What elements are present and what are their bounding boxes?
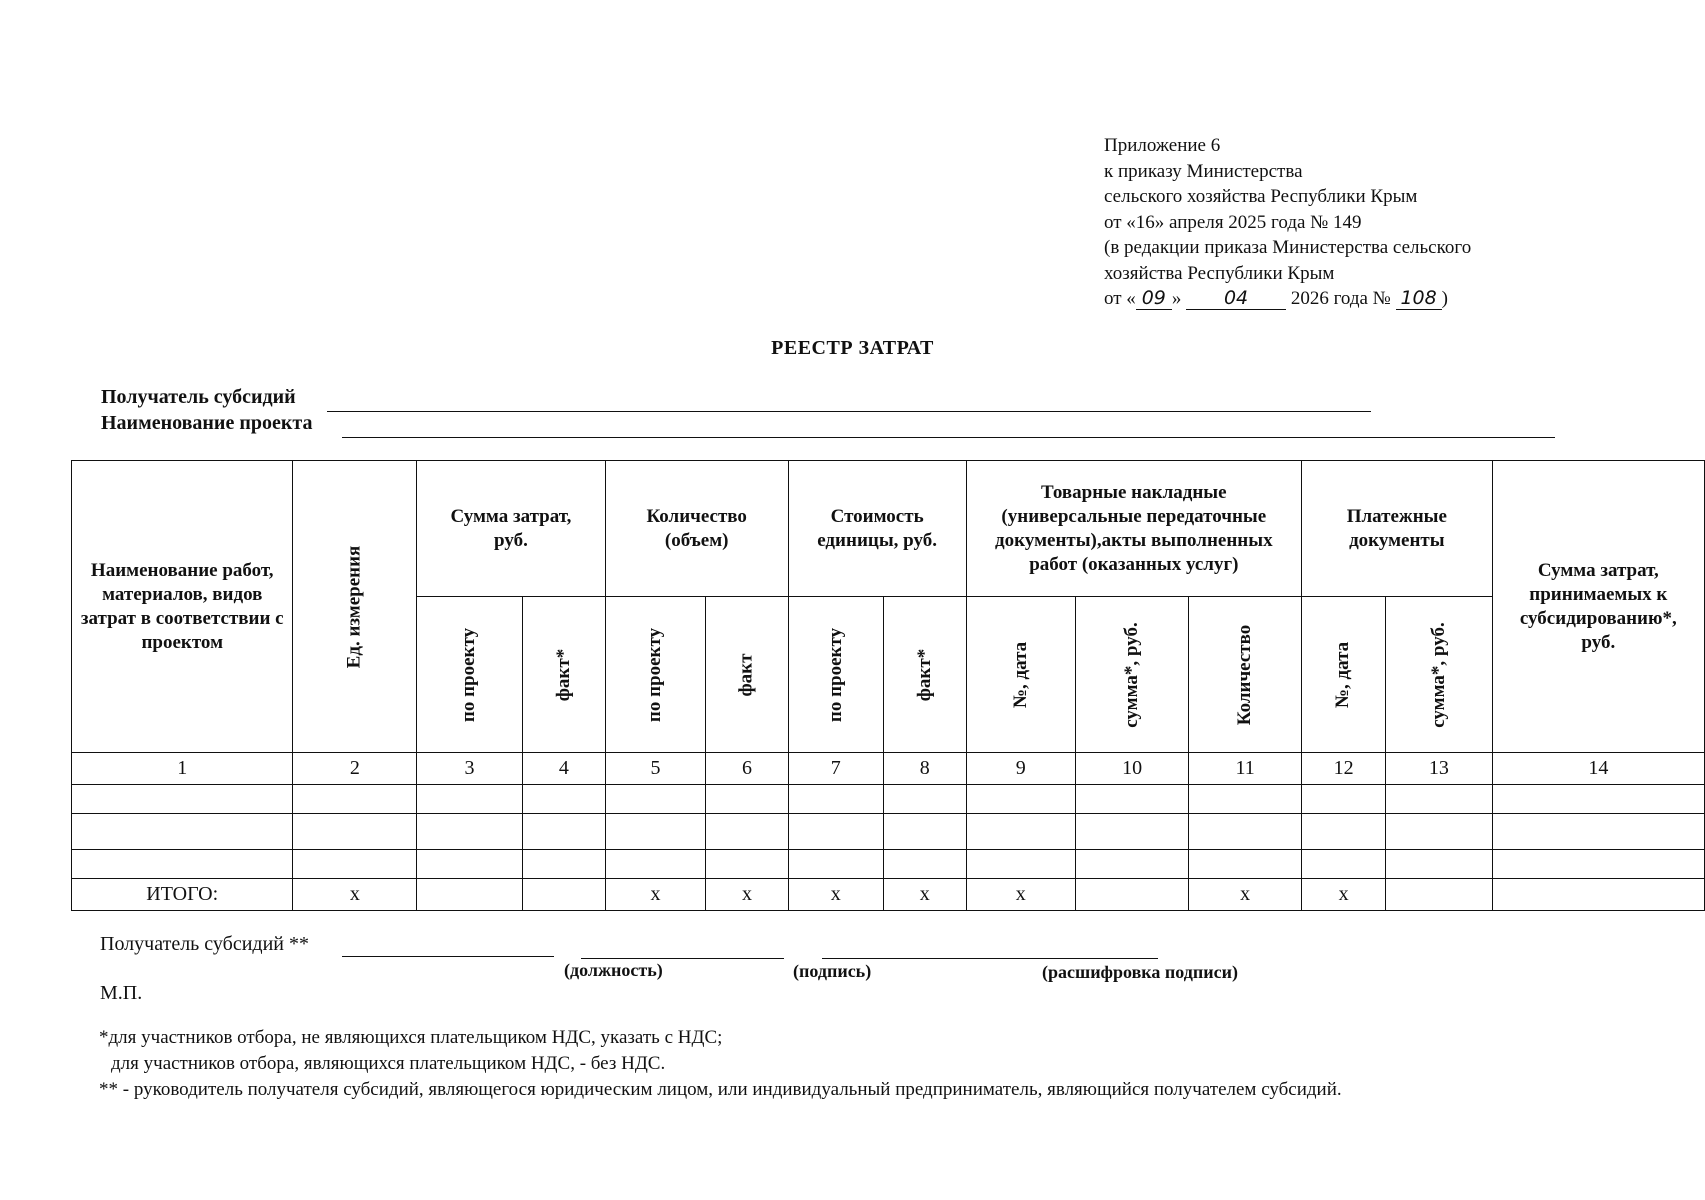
table-cell[interactable] <box>417 785 523 814</box>
table-cell[interactable] <box>966 850 1075 879</box>
signature-caption: (подпись) <box>793 961 872 981</box>
total-row <box>72 879 1705 911</box>
table-cell[interactable] <box>605 850 706 879</box>
appendix-line: Приложение 6 <box>1104 135 1221 156</box>
recipient-fill-line <box>327 411 1371 412</box>
header-quantity: Количество (объем) <box>605 461 788 597</box>
position-caption: (должность) <box>564 960 663 980</box>
table-cell[interactable] <box>72 850 293 879</box>
column-number-row <box>72 753 1705 785</box>
appendix-line: хозяйства Республики Крым <box>1104 262 1335 284</box>
stamp-label: М.П. <box>100 982 143 1004</box>
handwritten-number: 108 <box>1396 288 1442 310</box>
table-cell[interactable] <box>293 850 417 879</box>
col-number: 11 <box>1189 753 1302 785</box>
table-cell[interactable] <box>1492 850 1704 879</box>
project-fill-line <box>342 437 1555 438</box>
table-cell[interactable] <box>966 785 1075 814</box>
position-line <box>581 958 784 959</box>
table-cell[interactable] <box>522 785 605 814</box>
subheader-cell: №, дата <box>966 597 1075 753</box>
footnote: *для участников отбора, не являющихся плательщиком НДС, указать с НДС; <box>99 1027 723 1048</box>
table-cell[interactable] <box>788 785 883 814</box>
subheader-cell: факт* <box>883 597 966 753</box>
total-cell[interactable] <box>1076 879 1189 911</box>
appendix-line: к приказу Министерства <box>1104 160 1303 182</box>
signature-line <box>342 956 554 957</box>
table-cell[interactable] <box>1302 814 1386 850</box>
table-cell[interactable] <box>966 814 1075 850</box>
total-cell: х <box>1189 879 1302 911</box>
total-label: ИТОГО: <box>72 879 293 911</box>
header-payments: Платежные документы <box>1302 461 1493 597</box>
handwritten-day: 09 <box>1136 288 1172 310</box>
decoding-line <box>822 958 1158 959</box>
total-cell[interactable] <box>417 879 523 911</box>
table-cell[interactable] <box>417 850 523 879</box>
table-cell[interactable] <box>788 814 883 850</box>
col-number: 13 <box>1386 753 1493 785</box>
table-cell[interactable] <box>522 850 605 879</box>
header-name: Наименование работ, материалов, видов затрат в соответствии с проектом <box>72 461 293 753</box>
amendment-date-line: от « 09 » 04 2026 года № 108 ) <box>1104 287 1448 309</box>
table-cell[interactable] <box>293 814 417 850</box>
subheader-cell: по проекту <box>605 597 706 753</box>
table-cell[interactable] <box>1076 850 1189 879</box>
table-cell[interactable] <box>1189 785 1302 814</box>
header-unit: Ед. измерения <box>293 461 417 753</box>
table-cell[interactable] <box>883 814 966 850</box>
subheader-cell: сумма*, руб. <box>1386 597 1493 753</box>
col-number: 8 <box>883 753 966 785</box>
appendix-line: (в редакции приказа Министерства сельского <box>1104 237 1472 258</box>
document-title: РЕЕСТР ЗАТРАТ <box>771 337 934 359</box>
table-cell[interactable] <box>1302 785 1386 814</box>
table-cell[interactable] <box>293 785 417 814</box>
col-number: 2 <box>293 753 417 785</box>
col-number: 6 <box>706 753 788 785</box>
table-row <box>72 785 1705 814</box>
subheader-cell: факт <box>706 597 788 753</box>
table-cell[interactable] <box>72 785 293 814</box>
header-invoices: Товарные накладные (универсальные передаточные документы),акты выполненных работ (оказанных услуг) <box>966 461 1301 597</box>
table-cell[interactable] <box>706 814 788 850</box>
table-cell[interactable] <box>1076 785 1189 814</box>
table-cell[interactable] <box>1189 850 1302 879</box>
total-cell: х <box>1302 879 1386 911</box>
appendix-line: сельского хозяйства Республики Крым <box>1104 186 1418 207</box>
appendix-line: от «16» апреля 2025 года № 149 <box>1104 211 1362 233</box>
col-number: 14 <box>1492 753 1704 785</box>
table-cell[interactable] <box>522 814 605 850</box>
total-cell: х <box>966 879 1075 911</box>
project-label: Наименование проекта <box>101 412 313 434</box>
table-cell[interactable] <box>1492 814 1704 850</box>
header-cost-sum: Сумма затрат, руб. <box>417 461 606 597</box>
col-number: 4 <box>522 753 605 785</box>
col-number: 12 <box>1302 753 1386 785</box>
total-cell[interactable] <box>1492 879 1704 911</box>
table-cell[interactable] <box>706 850 788 879</box>
col-number: 7 <box>788 753 883 785</box>
col-number: 10 <box>1076 753 1189 785</box>
subheader-cell: №, дата <box>1302 597 1386 753</box>
table-cell[interactable] <box>605 814 706 850</box>
table-cell[interactable] <box>1386 850 1493 879</box>
footnote: для участников отбора, являющихся плательщиком НДС, - без НДС. <box>111 1053 666 1074</box>
table-cell[interactable] <box>1492 785 1704 814</box>
table-cell[interactable] <box>1302 850 1386 879</box>
col-number: 5 <box>605 753 706 785</box>
cost-register-table <box>71 460 1705 911</box>
table-cell[interactable] <box>417 814 523 850</box>
table-cell[interactable] <box>1386 785 1493 814</box>
total-cell: х <box>706 879 788 911</box>
total-cell[interactable] <box>1386 879 1493 911</box>
total-cell: х <box>883 879 966 911</box>
total-cell: х <box>605 879 706 911</box>
signature-label: Получатель субсидий ** <box>100 933 309 955</box>
subheader-cell: по проекту <box>788 597 883 753</box>
footnotes <box>99 1025 1342 1103</box>
table-cell[interactable] <box>1386 814 1493 850</box>
table-header-row <box>72 461 1705 597</box>
total-cell: х <box>788 879 883 911</box>
table-cell[interactable] <box>1076 814 1189 850</box>
appendix-block <box>1104 133 1471 312</box>
decoding-caption: (расшифровка подписи) <box>1042 962 1238 982</box>
header-subsidy-sum: Сумма затрат, принимаемых к субсидированию*, руб. <box>1492 461 1704 753</box>
col-number: 9 <box>966 753 1075 785</box>
table-cell[interactable] <box>72 814 293 850</box>
table-cell[interactable] <box>706 785 788 814</box>
subheader-cell: по проекту <box>417 597 523 753</box>
col-number: 3 <box>417 753 523 785</box>
table-cell[interactable] <box>788 850 883 879</box>
recipient-label: Получатель субсидий <box>101 386 296 408</box>
table-cell[interactable] <box>1189 814 1302 850</box>
total-cell[interactable] <box>522 879 605 911</box>
table-cell[interactable] <box>605 785 706 814</box>
table-row <box>72 850 1705 879</box>
table-row <box>72 814 1705 850</box>
footnote: ** - руководитель получателя субсидий, являющегося юридическим лицом, или индивидуальный предприниматель, являющийся получателем субсидий. <box>99 1079 1342 1100</box>
subheader-cell: факт* <box>522 597 605 753</box>
table-cell[interactable] <box>883 785 966 814</box>
total-cell: х <box>293 879 417 911</box>
table-cell[interactable] <box>883 850 966 879</box>
subheader-cell: сумма*, руб. <box>1076 597 1189 753</box>
handwritten-month: 04 <box>1186 288 1286 310</box>
subheader-cell: Количество <box>1189 597 1302 753</box>
header-unit-cost: Стоимость единицы, руб. <box>788 461 966 597</box>
col-number: 1 <box>72 753 293 785</box>
